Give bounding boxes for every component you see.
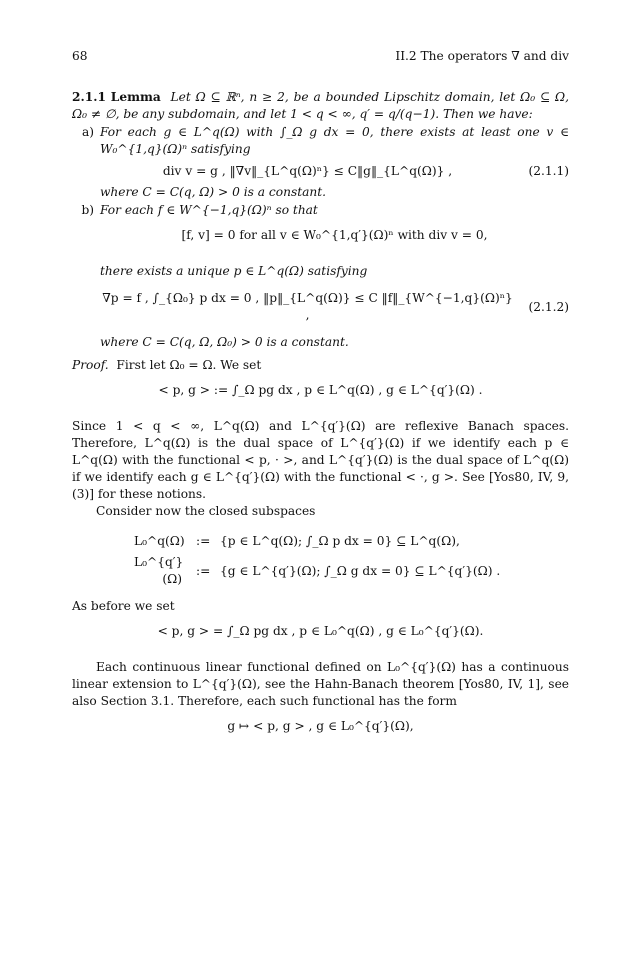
lemma-number: 2.1.1 <box>72 90 106 104</box>
lemma-text: Let Ω ⊆ ℝⁿ, n ≥ 2, be a bounded Lipschitz domain, let Ω₀ ⊆ Ω, Ω₀ ≠ ∅, be any subdomain, and let 1 < q < ∞, q′ = q/(q−1). Then we have: <box>72 90 570 121</box>
lemma-part-b <box>72 202 569 351</box>
part-a-label: a) <box>81 125 94 139</box>
running-title: II.2 The operators ∇ and div <box>395 49 569 63</box>
subspace-1-lhs: L₀^q(Ω) <box>134 533 185 548</box>
proof-paragraph-1: Since 1 < q < ∞, L^q(Ω) and L^{q′}(Ω) are reflexive Banach spaces. Therefore, L^q(Ω) is the dual space of L^{q′}(Ω) if we identify each p ∈ L^q(Ω) with the functional < p, · >, and L^{q′}(Ω) is the dual space of L^q(Ω) if we identify each g ∈ L^{q′}(Ω) with the functional < ·, g >. See [Yos80, IV, 9, (3)] for these notions. <box>72 419 569 501</box>
part-b-text: For each f ∈ W^{−1,q}(Ω)ⁿ so that <box>100 203 318 217</box>
part-b-mid: there exists a unique p ∈ L^q(Ω) satisfying <box>100 264 368 278</box>
proof-paragraph-3: As before we set <box>72 599 175 613</box>
equation-2-1-2-body: ∇p = f , ∫_{Ω₀} p dx = 0 , ‖p‖_{L^q(Ω)} ≤ C ‖f‖_{W^{−1,q}(Ω)ⁿ} , <box>102 291 513 322</box>
display-subspaces <box>134 528 569 588</box>
part-b-label: b) <box>81 203 94 217</box>
subspace-2-op: := <box>196 563 211 578</box>
part-b-condition: [f, v] = 0 for all v ∈ W₀^{1,q′}(Ω)ⁿ with div v = 0, <box>181 228 488 242</box>
subspace-1-rhs: {p ∈ L^q(Ω); ∫_Ω p dx = 0} ⊆ L^q(Ω), <box>220 533 460 548</box>
equation-2-1-1 <box>100 160 569 182</box>
proof-paragraph-2: Consider now the closed subspaces <box>96 504 316 518</box>
equation-2-1-1-number: (2.1.1) <box>528 163 569 178</box>
subspace-2-lhs: L₀^{q′}(Ω) <box>134 555 184 586</box>
display-functional: g ↦ < p, g > , g ∈ L₀^{q′}(Ω), <box>227 719 414 733</box>
equation-2-1-2 <box>100 290 569 324</box>
part-b-after: where C = C(q, Ω, Ω₀) > 0 is a constant. <box>100 335 349 349</box>
subspace-2-rhs: {g ∈ L^{q′}(Ω); ∫_Ω g dx = 0} ⊆ L^{q′}(Ω) . <box>220 563 501 578</box>
proof-intro-text: First let Ω₀ = Ω. We set <box>116 358 262 372</box>
subspace-row-1 <box>134 528 569 554</box>
proof-label: Proof. <box>72 358 109 372</box>
proof-intro <box>72 357 569 374</box>
page-number: 68 <box>72 49 88 63</box>
subspace-row-2 <box>134 554 569 588</box>
page-header <box>72 48 569 65</box>
subspace-1-op: := <box>196 533 211 548</box>
equation-2-1-1-body: div v = g , ‖∇v‖_{L^q(Ω)ⁿ} ≤ C‖g‖_{L^q(Ω)} , <box>162 163 453 178</box>
display-pairing-2: < p, g > = ∫_Ω pg dx , p ∈ L₀^q(Ω) , g ∈ L₀^{q′}(Ω). <box>157 624 484 638</box>
display-pairing: < p, g > := ∫_Ω pg dx , p ∈ L^q(Ω) , g ∈ L^{q′}(Ω) . <box>158 383 483 397</box>
lemma-name: Lemma <box>110 90 161 104</box>
proof-paragraph-4: Each continuous linear functional defined on L₀^{q′}(Ω) has a continuous linear extension to L^{q′}(Ω), see the Hahn-Banach theorem [Yos80, IV, 1], see also Section 3.1. Therefore, each such functional has the form <box>72 660 569 708</box>
lemma-statement <box>72 89 569 123</box>
part-a-text: For each g ∈ L^q(Ω) with ∫_Ω g dx = 0, there exists at least one v ∈ W₀^{1,q}(Ω)ⁿ satisfying <box>100 125 569 156</box>
part-a-after: where C = C(q, Ω) > 0 is a constant. <box>100 185 326 199</box>
lemma-part-a <box>72 124 569 201</box>
equation-2-1-2-number: (2.1.2) <box>528 299 569 314</box>
document-page <box>72 48 569 754</box>
